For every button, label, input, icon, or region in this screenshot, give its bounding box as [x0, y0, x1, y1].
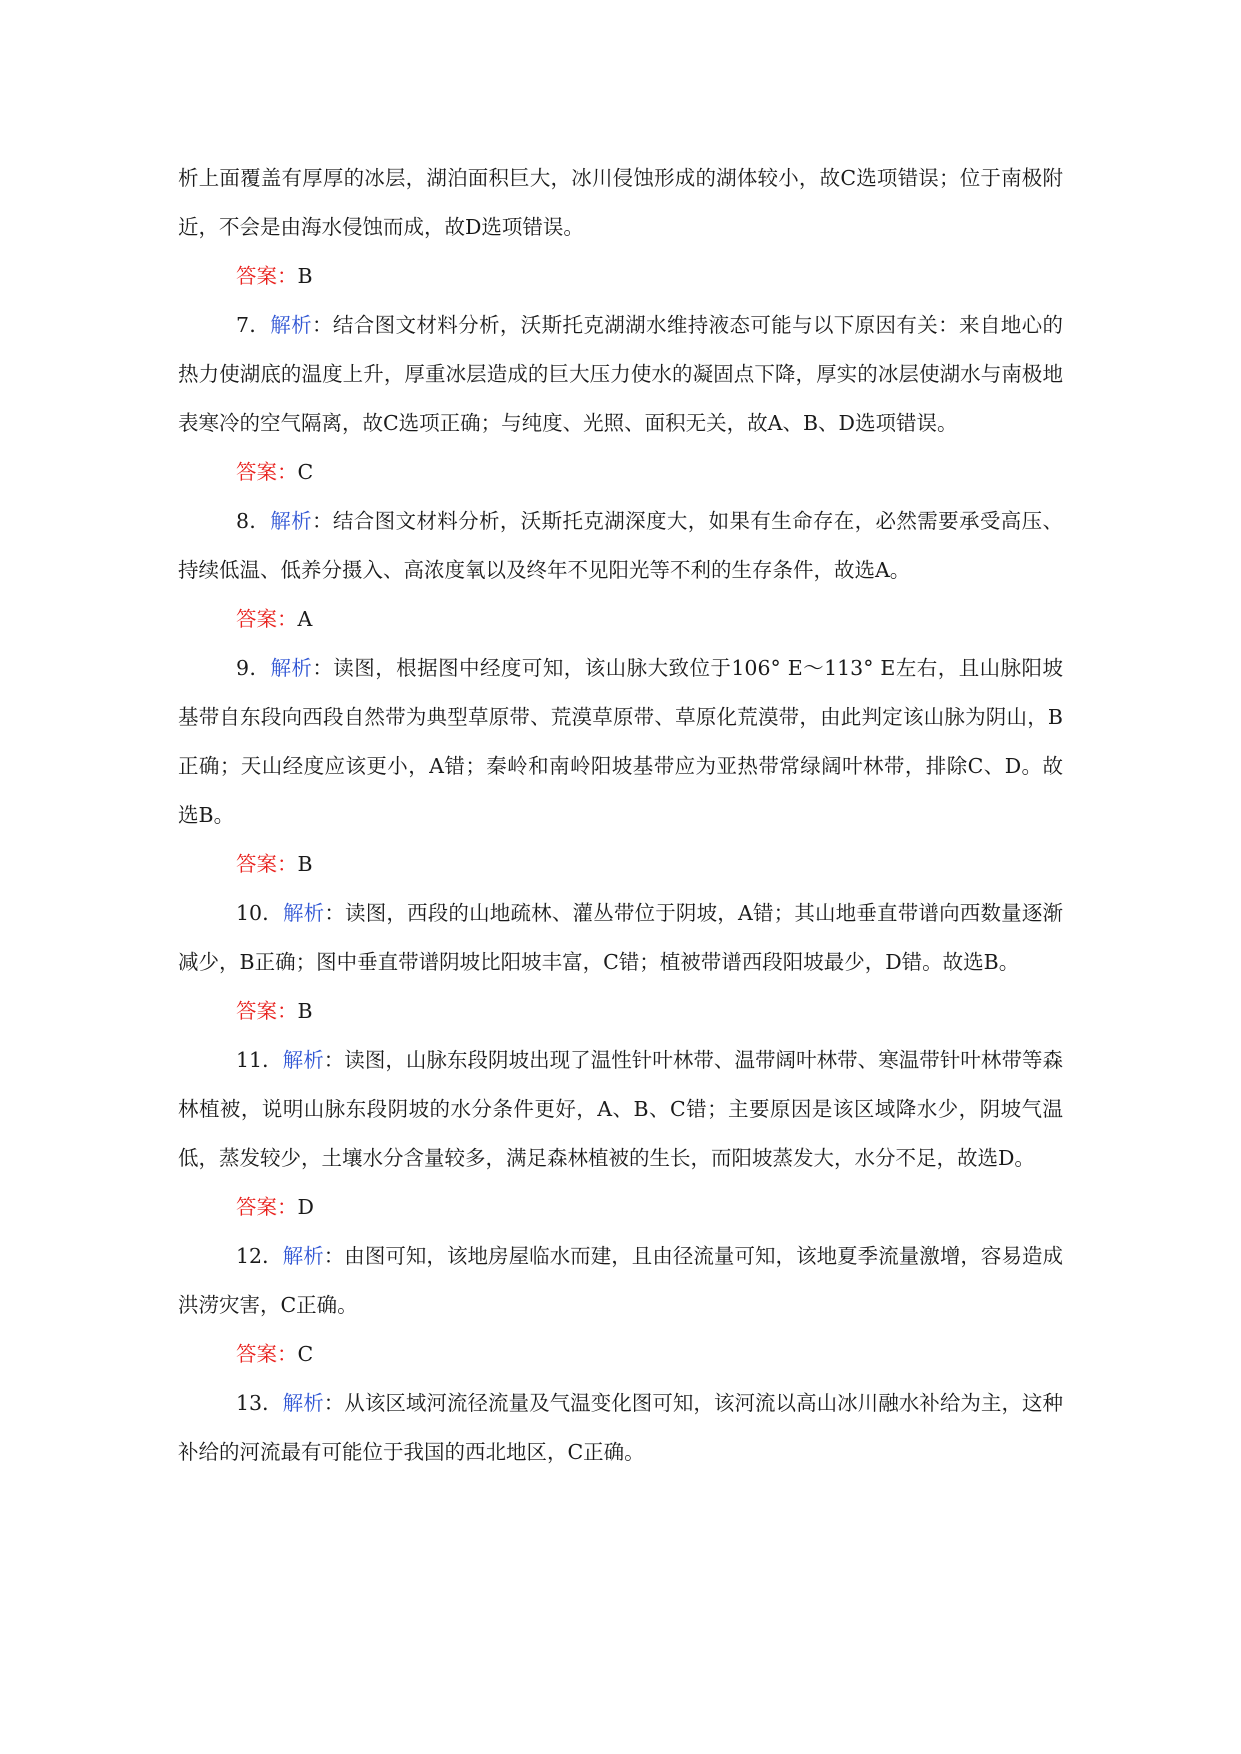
explanation-7	[178, 301, 1063, 448]
question-number: 10．	[236, 901, 283, 925]
answer-value: D	[297, 1195, 314, 1219]
answer-label: 答案：	[236, 1342, 298, 1366]
answer-value: B	[297, 999, 313, 1023]
answer-value: A	[297, 607, 313, 631]
question-number: 9．	[236, 656, 271, 680]
explanation-text: ：结合图文材料分析，沃斯托克湖湖水维持液态可能与以下原因有关：来自地心的热力使湖底的温度上升，厚重冰层造成的巨大压力使水的凝固点下降，厚实的冰层使湖水与南极地表寒冷的空气隔离，故C选项正确；与纯度、光照、面积无关，故A、B、D选项错误。	[178, 313, 1064, 435]
question-number: 8．	[236, 509, 271, 533]
explanation-text: ：结合图文材料分析，沃斯托克湖深度大，如果有生命存在，必然需要承受高压、持续低温、低养分摄入、高浓度氧以及终年不见阳光等不利的生存条件，故选A。	[178, 509, 1064, 582]
answer-10	[178, 987, 1063, 1036]
answer-label: 答案：	[236, 607, 298, 631]
explanation-text: 析上面覆盖有厚厚的冰层，湖泊面积巨大，冰川侵蚀形成的湖体较小，故C选项错误；位于南极附近，不会是由海水侵蚀而成，故D选项错误。	[178, 166, 1063, 239]
answer-label: 答案：	[236, 460, 298, 484]
question-number: 7．	[236, 313, 271, 337]
explanation-label: 解析	[270, 313, 313, 337]
explanation-label: 解析	[282, 1391, 324, 1415]
answer-label: 答案：	[236, 852, 298, 876]
answer-6	[178, 252, 1063, 301]
explanation-label: 解析	[282, 901, 325, 925]
question-number: 11．	[236, 1048, 283, 1072]
explanation-label: 解析	[282, 1048, 324, 1072]
answer-label: 答案：	[236, 1195, 298, 1219]
answer-9	[178, 840, 1063, 889]
explanation-6-continued	[178, 154, 1063, 252]
question-number: 12．	[236, 1244, 283, 1268]
answer-value: C	[297, 1342, 314, 1366]
question-number: 13．	[236, 1391, 283, 1415]
answer-value: B	[297, 852, 313, 876]
answer-label: 答案：	[236, 264, 298, 288]
answer-12	[178, 1330, 1063, 1379]
explanation-label: 解析	[270, 656, 313, 680]
explanation-10	[178, 889, 1063, 987]
explanation-label: 解析	[282, 1244, 324, 1268]
explanation-text: ：从该区域河流径流量及气温变化图可知，该河流以高山冰川融水补给为主，这种补给的河流最有可能位于我国的西北地区，C正确。	[178, 1391, 1064, 1464]
explanation-13	[178, 1379, 1063, 1477]
answer-8	[178, 595, 1063, 644]
explanation-text: ：读图，西段的山地疏林、灌丛带位于阴坡，A错；其山地垂直带谱向西数量逐渐减少，B正确；图中垂直带谱阴坡比阳坡丰富，C错；植被带谱西段阳坡最少，D错。故选B。	[178, 901, 1063, 974]
explanation-label: 解析	[270, 509, 313, 533]
answer-value: B	[297, 264, 313, 288]
answer-label: 答案：	[236, 999, 298, 1023]
document-page	[178, 154, 1063, 1477]
explanation-8	[178, 497, 1063, 595]
answer-value: C	[297, 460, 314, 484]
explanation-9	[178, 644, 1063, 840]
explanation-text: ：读图，根据图中经度可知，该山脉大致位于106° E～113° E左右，且山脉阳坡基带自东段向西段自然带为典型草原带、荒漠草原带、草原化荒漠带，由此判定该山脉为阴山，B正确；天山经度应该更小，A错；秦岭和南岭阳坡基带应为亚热带常绿阔叶林带，排除C、D。故选B。	[178, 656, 1064, 827]
explanation-12	[178, 1232, 1063, 1330]
explanation-text: ：读图，山脉东段阴坡出现了温性针叶林带、温带阔叶林带、寒温带针叶林带等森林植被，说明山脉东段阴坡的水分条件更好，A、B、C错；主要原因是该区域降水少，阴坡气温低，蒸发较少，土壤水分含量较多，满足森林植被的生长，而阳坡蒸发大，水分不足，故选D。	[178, 1048, 1064, 1170]
answer-11	[178, 1183, 1063, 1232]
answer-7	[178, 448, 1063, 497]
explanation-11	[178, 1036, 1063, 1183]
explanation-text: ：由图可知，该地房屋临水而建，且由径流量可知，该地夏季流量激增，容易造成洪涝灾害，C正确。	[178, 1244, 1064, 1317]
